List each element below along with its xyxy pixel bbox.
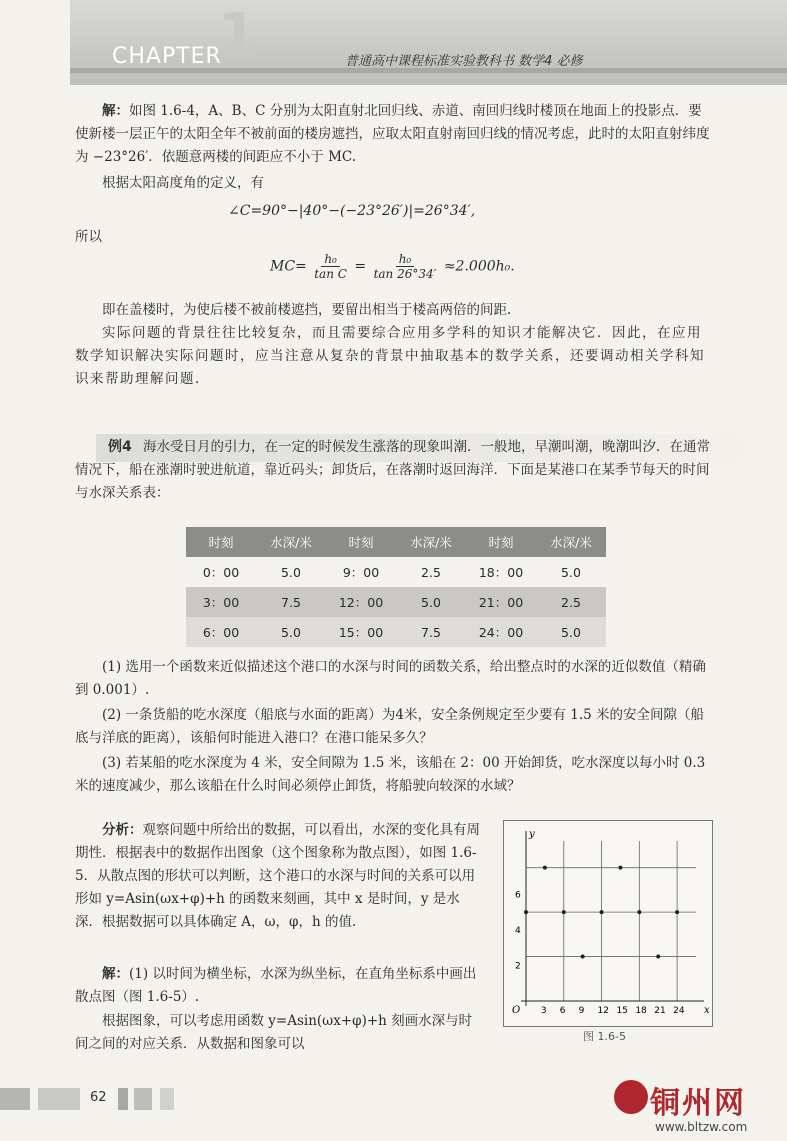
tide-table (186, 527, 606, 647)
x-tick-label: 3 (540, 1006, 547, 1016)
table-header: 水深/米 (270, 535, 312, 550)
table-row (186, 617, 606, 647)
remark: 实际问题的背景往往比较复杂，而且需要综合应用多学科的知识才能解决它．因此，在应用数学知识解决实际问题时，应当注意从复杂的背景中抽取基本的数学关系，还要调动相关学科知识来帮助理解问题. (75, 325, 705, 387)
table-cell: 24：00 (478, 625, 524, 640)
definition-line: 根据太阳高度角的定义，有 (102, 175, 264, 191)
x-tick-label: 6 (559, 1006, 566, 1016)
scatter-svg (504, 821, 712, 1026)
table-row (186, 557, 606, 587)
x-tick-label: 18 (635, 1006, 647, 1016)
conclusion: 即在盖楼时，为使后楼不被前楼遮挡，要留出相当于楼高两倍的间距. (102, 302, 512, 318)
page-number: 62 (90, 1090, 107, 1105)
table-header-row (186, 527, 606, 557)
table-header: 水深/米 (410, 535, 452, 550)
x-tick-label: 9 (578, 1006, 585, 1016)
y-axis-label: y (529, 829, 535, 840)
table-cell: 2.5 (561, 594, 581, 610)
watermark-text: 铜州网 (650, 1086, 746, 1121)
x-tick-label: 21 (654, 1006, 666, 1016)
y-tick-label: 2 (515, 961, 521, 972)
formula-angle-c: ∠C=90°−|40°−(−23°26′)|=26°34′, (228, 203, 476, 219)
table-cell: 5.0 (561, 564, 581, 580)
scatter-plot (503, 820, 713, 1027)
table-row (186, 587, 606, 617)
table-cell: 2.5 (421, 564, 441, 580)
formula-mc: MC= $\frac{\text{h₀}}{\text{tan C}}$ = $\frac{\text{h₀}}{\tan 26^\circ 34'}$ ≈2.000h₀. (270, 252, 515, 281)
footer-bar (0, 1088, 30, 1110)
footer-bar (38, 1088, 80, 1110)
table-cell: 21：00 (478, 595, 524, 610)
footer-bar (134, 1088, 152, 1110)
book-title: 普通高中课程标准实验教科书 数学4 必修 (345, 54, 583, 69)
data-point (675, 910, 679, 914)
y-tick-label: 6 (515, 890, 521, 901)
table-cell: 5.0 (281, 564, 301, 580)
table-cell: 12：00 (338, 595, 384, 610)
y-tick-label: 4 (515, 925, 521, 936)
question-1: (1) 选用一个函数来近似描述这个港口的水深与时间的函数关系，给出整点时的水深的近似数值（精确到 0.001）. (75, 659, 706, 698)
chapter-word: CHAPTER (112, 44, 222, 69)
question-2: (2) 一条货船的吃水深度（船底与水面的距离）为4米，安全条例规定至少要有 1.5 米的安全间隙（船底与洋底的距离），该船何时能进入港口？在港口能呆多久？ (75, 707, 705, 746)
table-cell: 0：00 (202, 565, 240, 580)
header-band (70, 0, 787, 85)
example-tag: 例4 (108, 439, 132, 455)
data-point (600, 910, 604, 914)
table-cell: 18：00 (478, 565, 524, 580)
data-point (656, 955, 660, 959)
data-point (524, 910, 528, 914)
watermark-url: www.bltzw.com (655, 1120, 748, 1134)
x-tick-label: 15 (616, 1006, 628, 1016)
x-axis-label: x (704, 1005, 710, 1016)
table-cell: 6：00 (202, 625, 240, 640)
table-cell: 9：00 (342, 565, 380, 580)
data-point (637, 910, 641, 914)
chapter-number: 1 (218, 2, 257, 67)
x-tick-label: 12 (597, 1006, 610, 1016)
table-cell: 5.0 (561, 624, 581, 640)
table-header: 时刻 (488, 535, 514, 550)
data-point (562, 910, 566, 914)
data-point (618, 866, 622, 870)
question-3: (3) 若某船的吃水深度为 4 米，安全间隙为 1.5 米，该船在 2：00 开始卸货，吃水深度以每小时 0.3 米的速度减少，那么该船在什么时间必须停止卸货，将船驶向较深的水域？ (75, 755, 706, 794)
origin-label: O (512, 1005, 521, 1016)
table-header: 水深/米 (550, 535, 592, 550)
solution-part1: 解：(1) 以时间为横坐标，水深为纵坐标，在直角坐标系中画出散点图（图 1.6-5）. (75, 966, 477, 1005)
table-header: 时刻 (348, 535, 374, 550)
table-cell: 5.0 (421, 594, 441, 610)
watermark-logo-icon (614, 1080, 648, 1114)
data-point (543, 866, 547, 870)
table-cell: 5.0 (281, 624, 301, 640)
table-cell: 15：00 (338, 625, 384, 640)
footer-bar (118, 1088, 128, 1110)
so-word: 所以 (75, 229, 102, 245)
footer-bar (160, 1088, 174, 1110)
solution-intro: 解：如图 1.6-4，A、B、C 分别为太阳直射北回归线、赤道、南回归线时楼顶在地面上的投影点．要使新楼一层正午的太阳全年不被前面的楼房遮挡，应取太阳直射南回归线的情况考虑，此时的太阳直射纬度为 −23°26′．依题意两楼的间距应不小于 MC. (75, 103, 710, 165)
table-cell: 3：00 (202, 595, 240, 610)
data-point (581, 955, 585, 959)
analysis: 分析：观察问题中所给出的数据，可以看出，水深的变化具有周期性．根据表中的数据作出图象（这个图象称为散点图），如图 1.6-5．从散点图的形状可以判断，这个港口的水深与时间的关系可以用形如 y=Asin(ωx+φ)+h 的函数来刻画，其中 x 是时间，y 是水深．根据数据可以具体确定 A，ω，φ，h 的值. (75, 822, 480, 930)
x-tick-label: 24 (673, 1006, 685, 1016)
figure-caption: 图 1.6-5 (583, 1030, 626, 1043)
table-cell: 7.5 (421, 624, 441, 640)
table-cell: 7.5 (281, 594, 301, 610)
table-header: 时刻 (208, 535, 234, 550)
last-paragraph: 根据图象，可以考虑用函数 y=Asin(ωx+φ)+h 刻画水深与时间之间的对应关系．从数据和图象可以 (75, 1013, 473, 1052)
example-text: 海水受日月的引力，在一定的时候发生涨落的现象叫潮．一般地，早潮叫潮，晚潮叫汐．在通常情况下，船在涨潮时驶进航道，靠近码头；卸货后，在落潮时返回海洋．下面是某港口在某季节每天的时间与水深关系表： (75, 439, 710, 501)
